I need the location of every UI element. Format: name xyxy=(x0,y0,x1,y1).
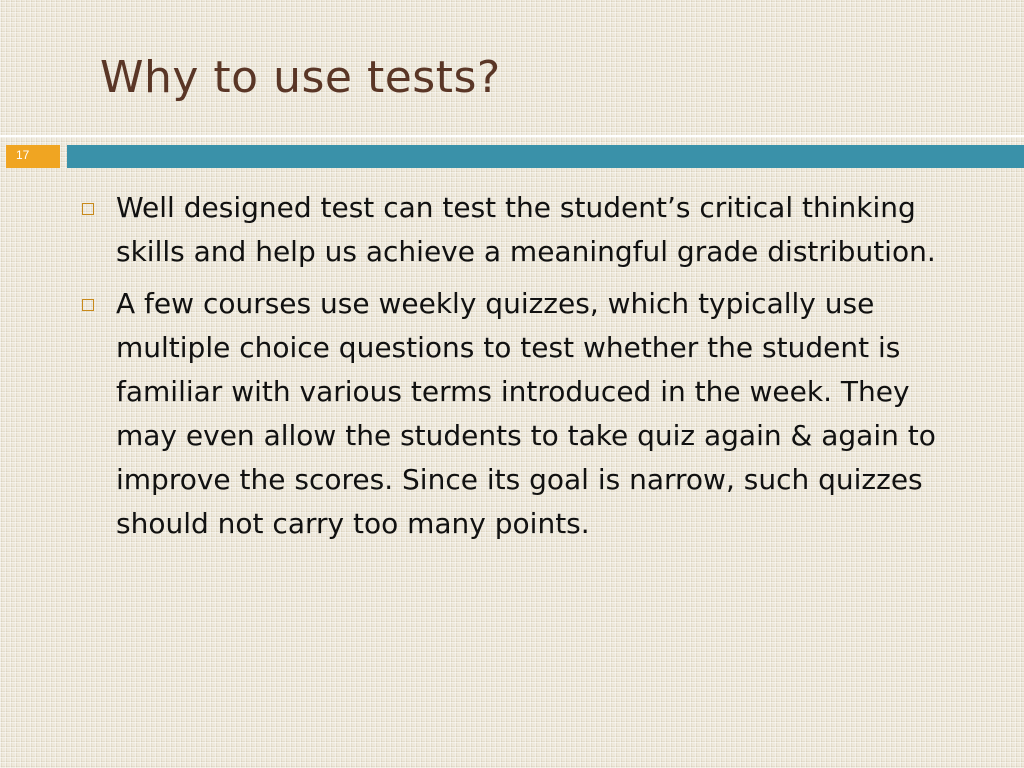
bullet-item xyxy=(82,186,972,274)
accent-bar xyxy=(67,145,1024,168)
square-bullet-icon xyxy=(82,203,94,215)
bullet-item xyxy=(82,282,972,546)
bullet-list xyxy=(82,186,972,554)
slide-title: Why to use tests? xyxy=(100,52,501,103)
slide-number: 17 xyxy=(6,145,60,168)
bullet-text: A few courses use weekly quizzes, which typically use multiple choice questions to test whether the student is familiar with various terms introduced in the week. They may even allow the students to take quiz again & again to improve the scores. Since its goal is narrow, such quizzes should not carry too many points. xyxy=(116,287,936,540)
square-bullet-icon xyxy=(82,299,94,311)
bullet-text: Well designed test can test the student’s critical thinking skills and help us achieve a meaningful grade distribution. xyxy=(116,191,936,268)
title-divider xyxy=(0,135,1024,137)
